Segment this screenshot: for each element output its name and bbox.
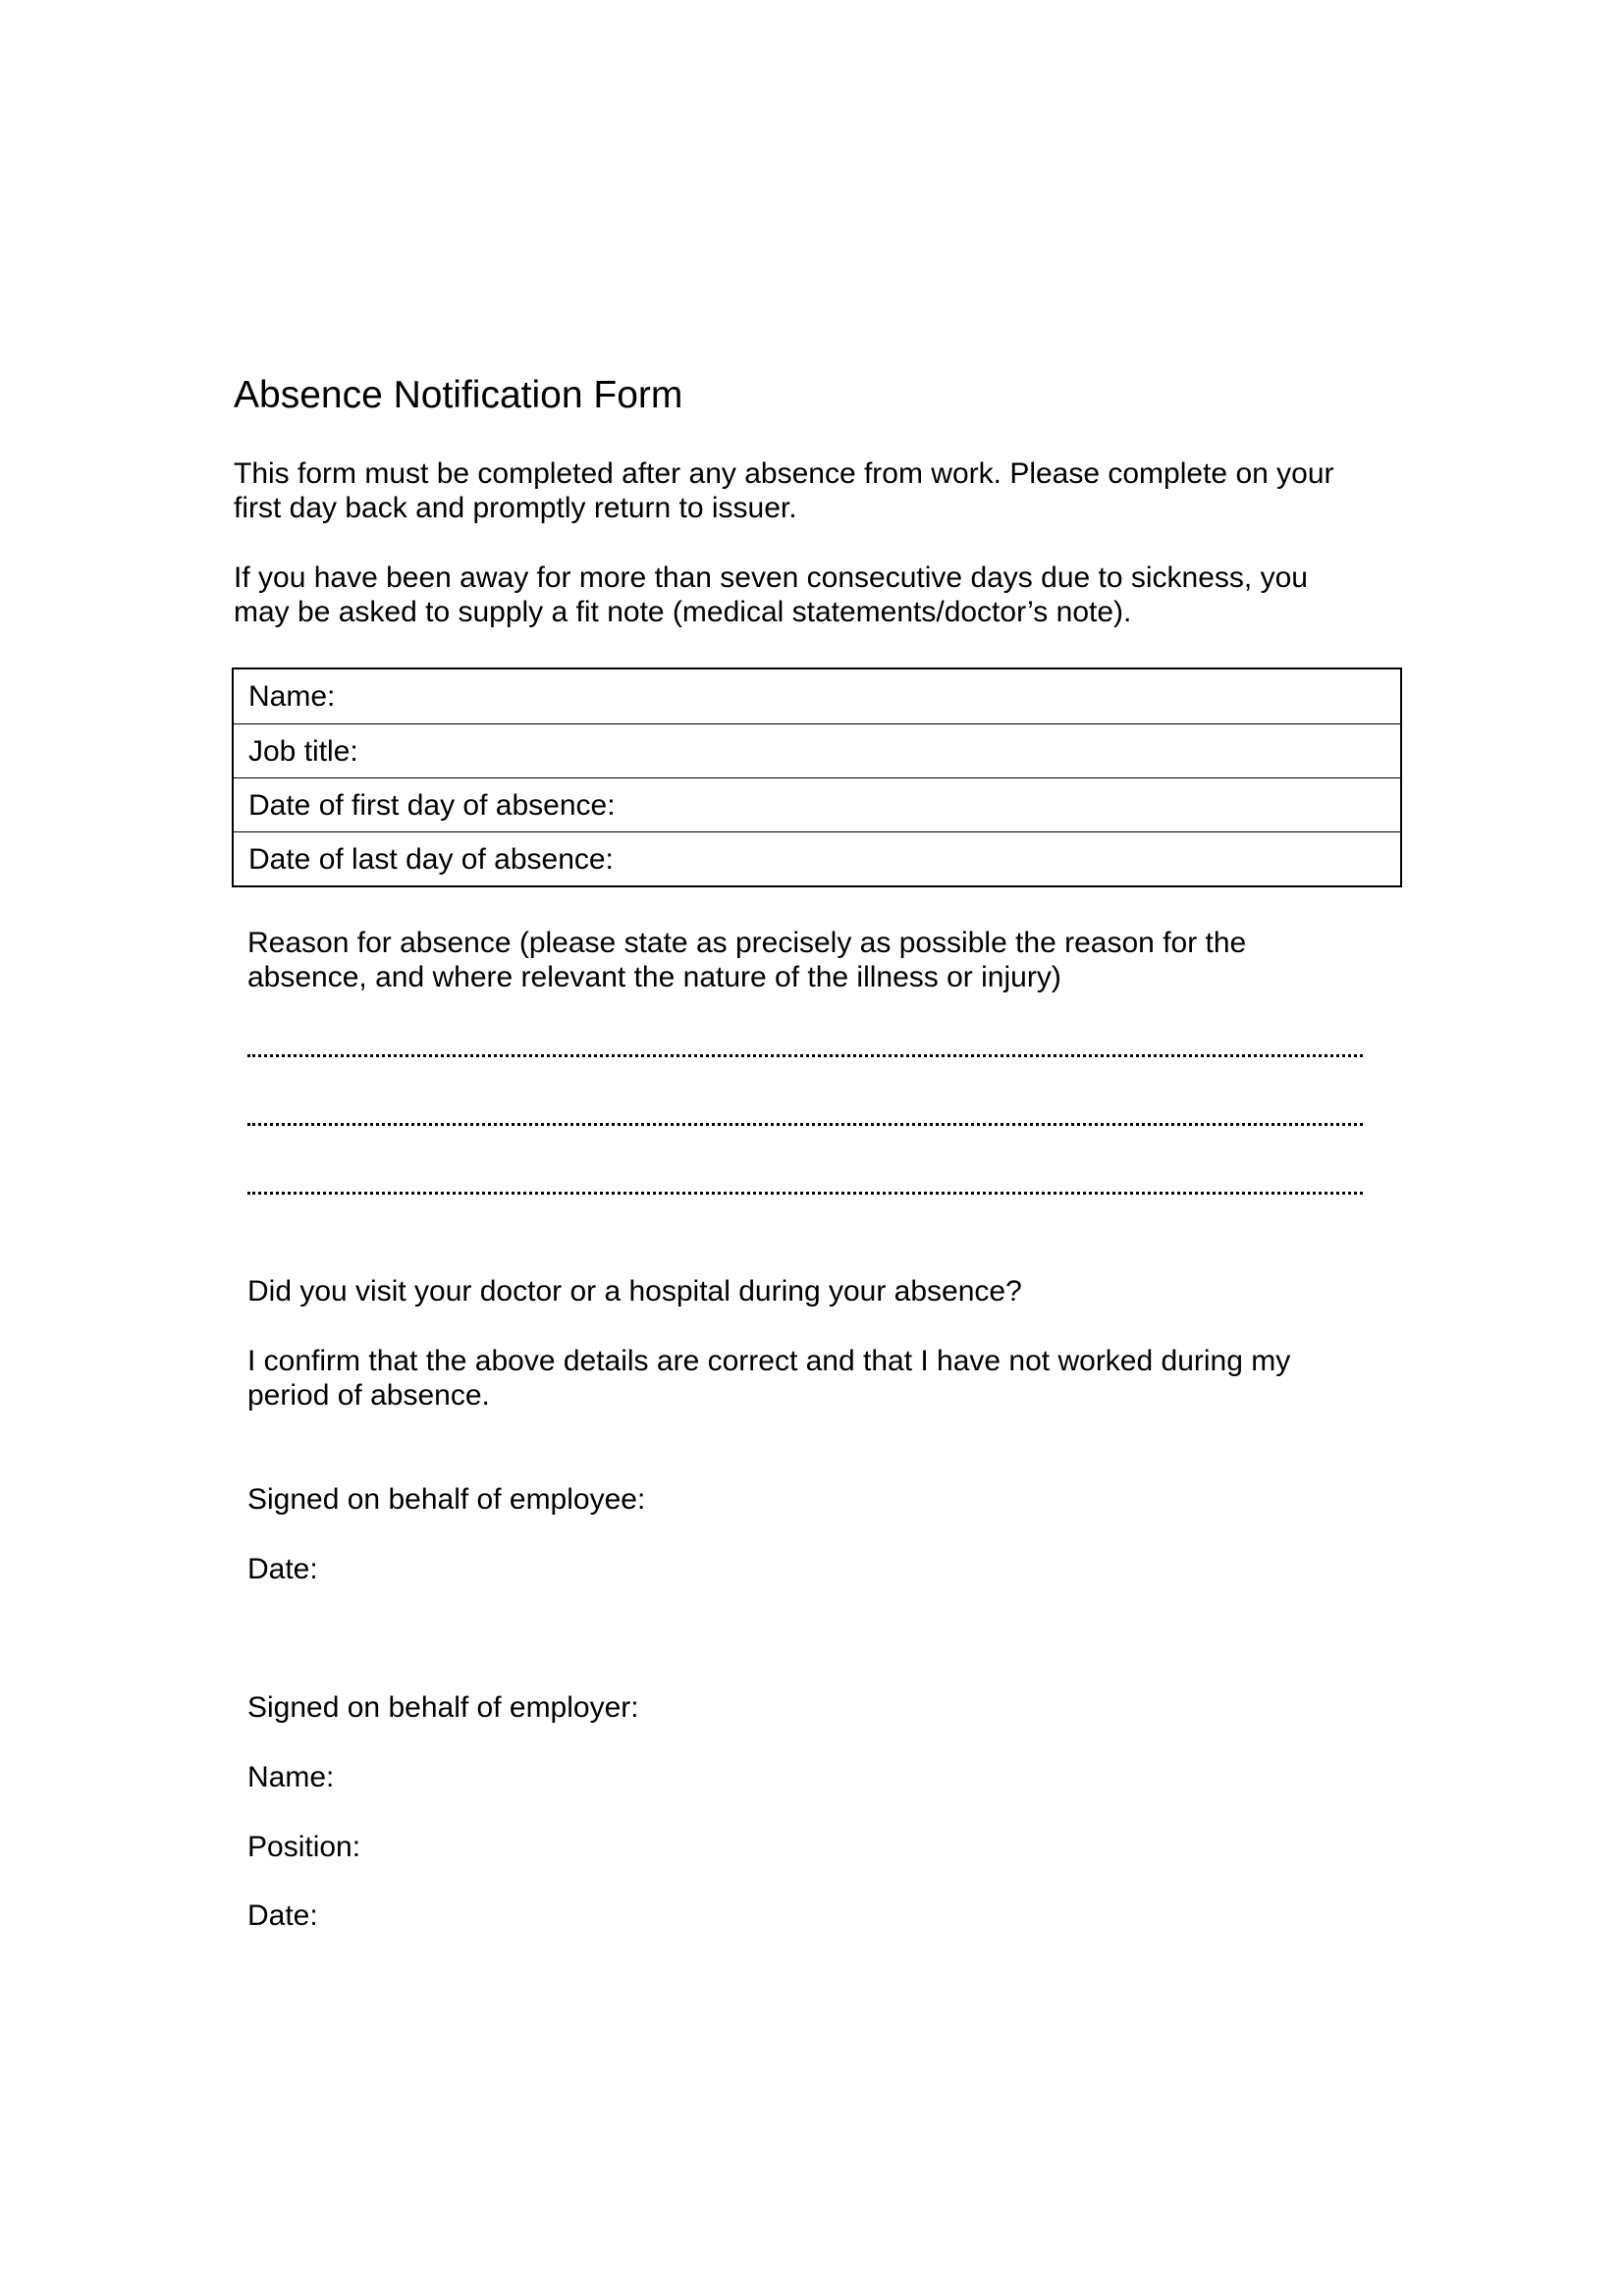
first-day-absence-field[interactable]: Date of first day of absence: (234, 777, 1400, 831)
reason-writing-line-3[interactable] (247, 1192, 1363, 1195)
doctor-visit-question: Did you visit your doctor or a hospital during your absence? (247, 1275, 1022, 1308)
employer-signature-label: Signed on behalf of employer: (247, 1691, 639, 1724)
last-day-absence-field[interactable]: Date of last day of absence: (234, 831, 1400, 885)
employee-date-label: Date: (247, 1553, 318, 1585)
intro-paragraph-1-line-2: first day back and promptly return to issuer. (234, 492, 797, 524)
reason-line-1: Reason for absence (please state as precisely as possible the reason for the (247, 927, 1247, 959)
reason-writing-line-2[interactable] (247, 1123, 1363, 1126)
intro-paragraph-1-line-1: This form must be completed after any absence from work. Please complete on your (234, 457, 1334, 490)
confirmation-line-1: I confirm that the above details are correct and that I have not worked during my (247, 1345, 1291, 1377)
reason-for-absence-prompt (247, 926, 1246, 994)
intro-paragraph-2-line-1: If you have been away for more than seven consecutive days due to sickness, you (234, 561, 1308, 594)
form-title: Absence Notification Form (234, 374, 683, 416)
intro-paragraph-2-line-2: may be asked to supply a fit note (medical statements/doctor’s note). (234, 596, 1132, 628)
confirmation-statement (247, 1344, 1290, 1413)
employer-position-label: Position: (247, 1831, 361, 1863)
intro-paragraph-2 (234, 561, 1412, 629)
intro-paragraph-1 (234, 456, 1412, 525)
reason-writing-line-1[interactable] (247, 1054, 1363, 1057)
reason-line-2: absence, and where relevant the nature of the illness or injury) (247, 961, 1061, 993)
employee-signature-label: Signed on behalf of employee: (247, 1483, 646, 1516)
employer-name-label: Name: (247, 1761, 335, 1793)
confirmation-line-2: period of absence. (247, 1379, 490, 1412)
employee-details-table (232, 667, 1402, 887)
employer-date-label: Date: (247, 1899, 318, 1932)
job-title-field[interactable]: Job title: (234, 723, 1400, 777)
name-field[interactable]: Name: (248, 680, 336, 713)
